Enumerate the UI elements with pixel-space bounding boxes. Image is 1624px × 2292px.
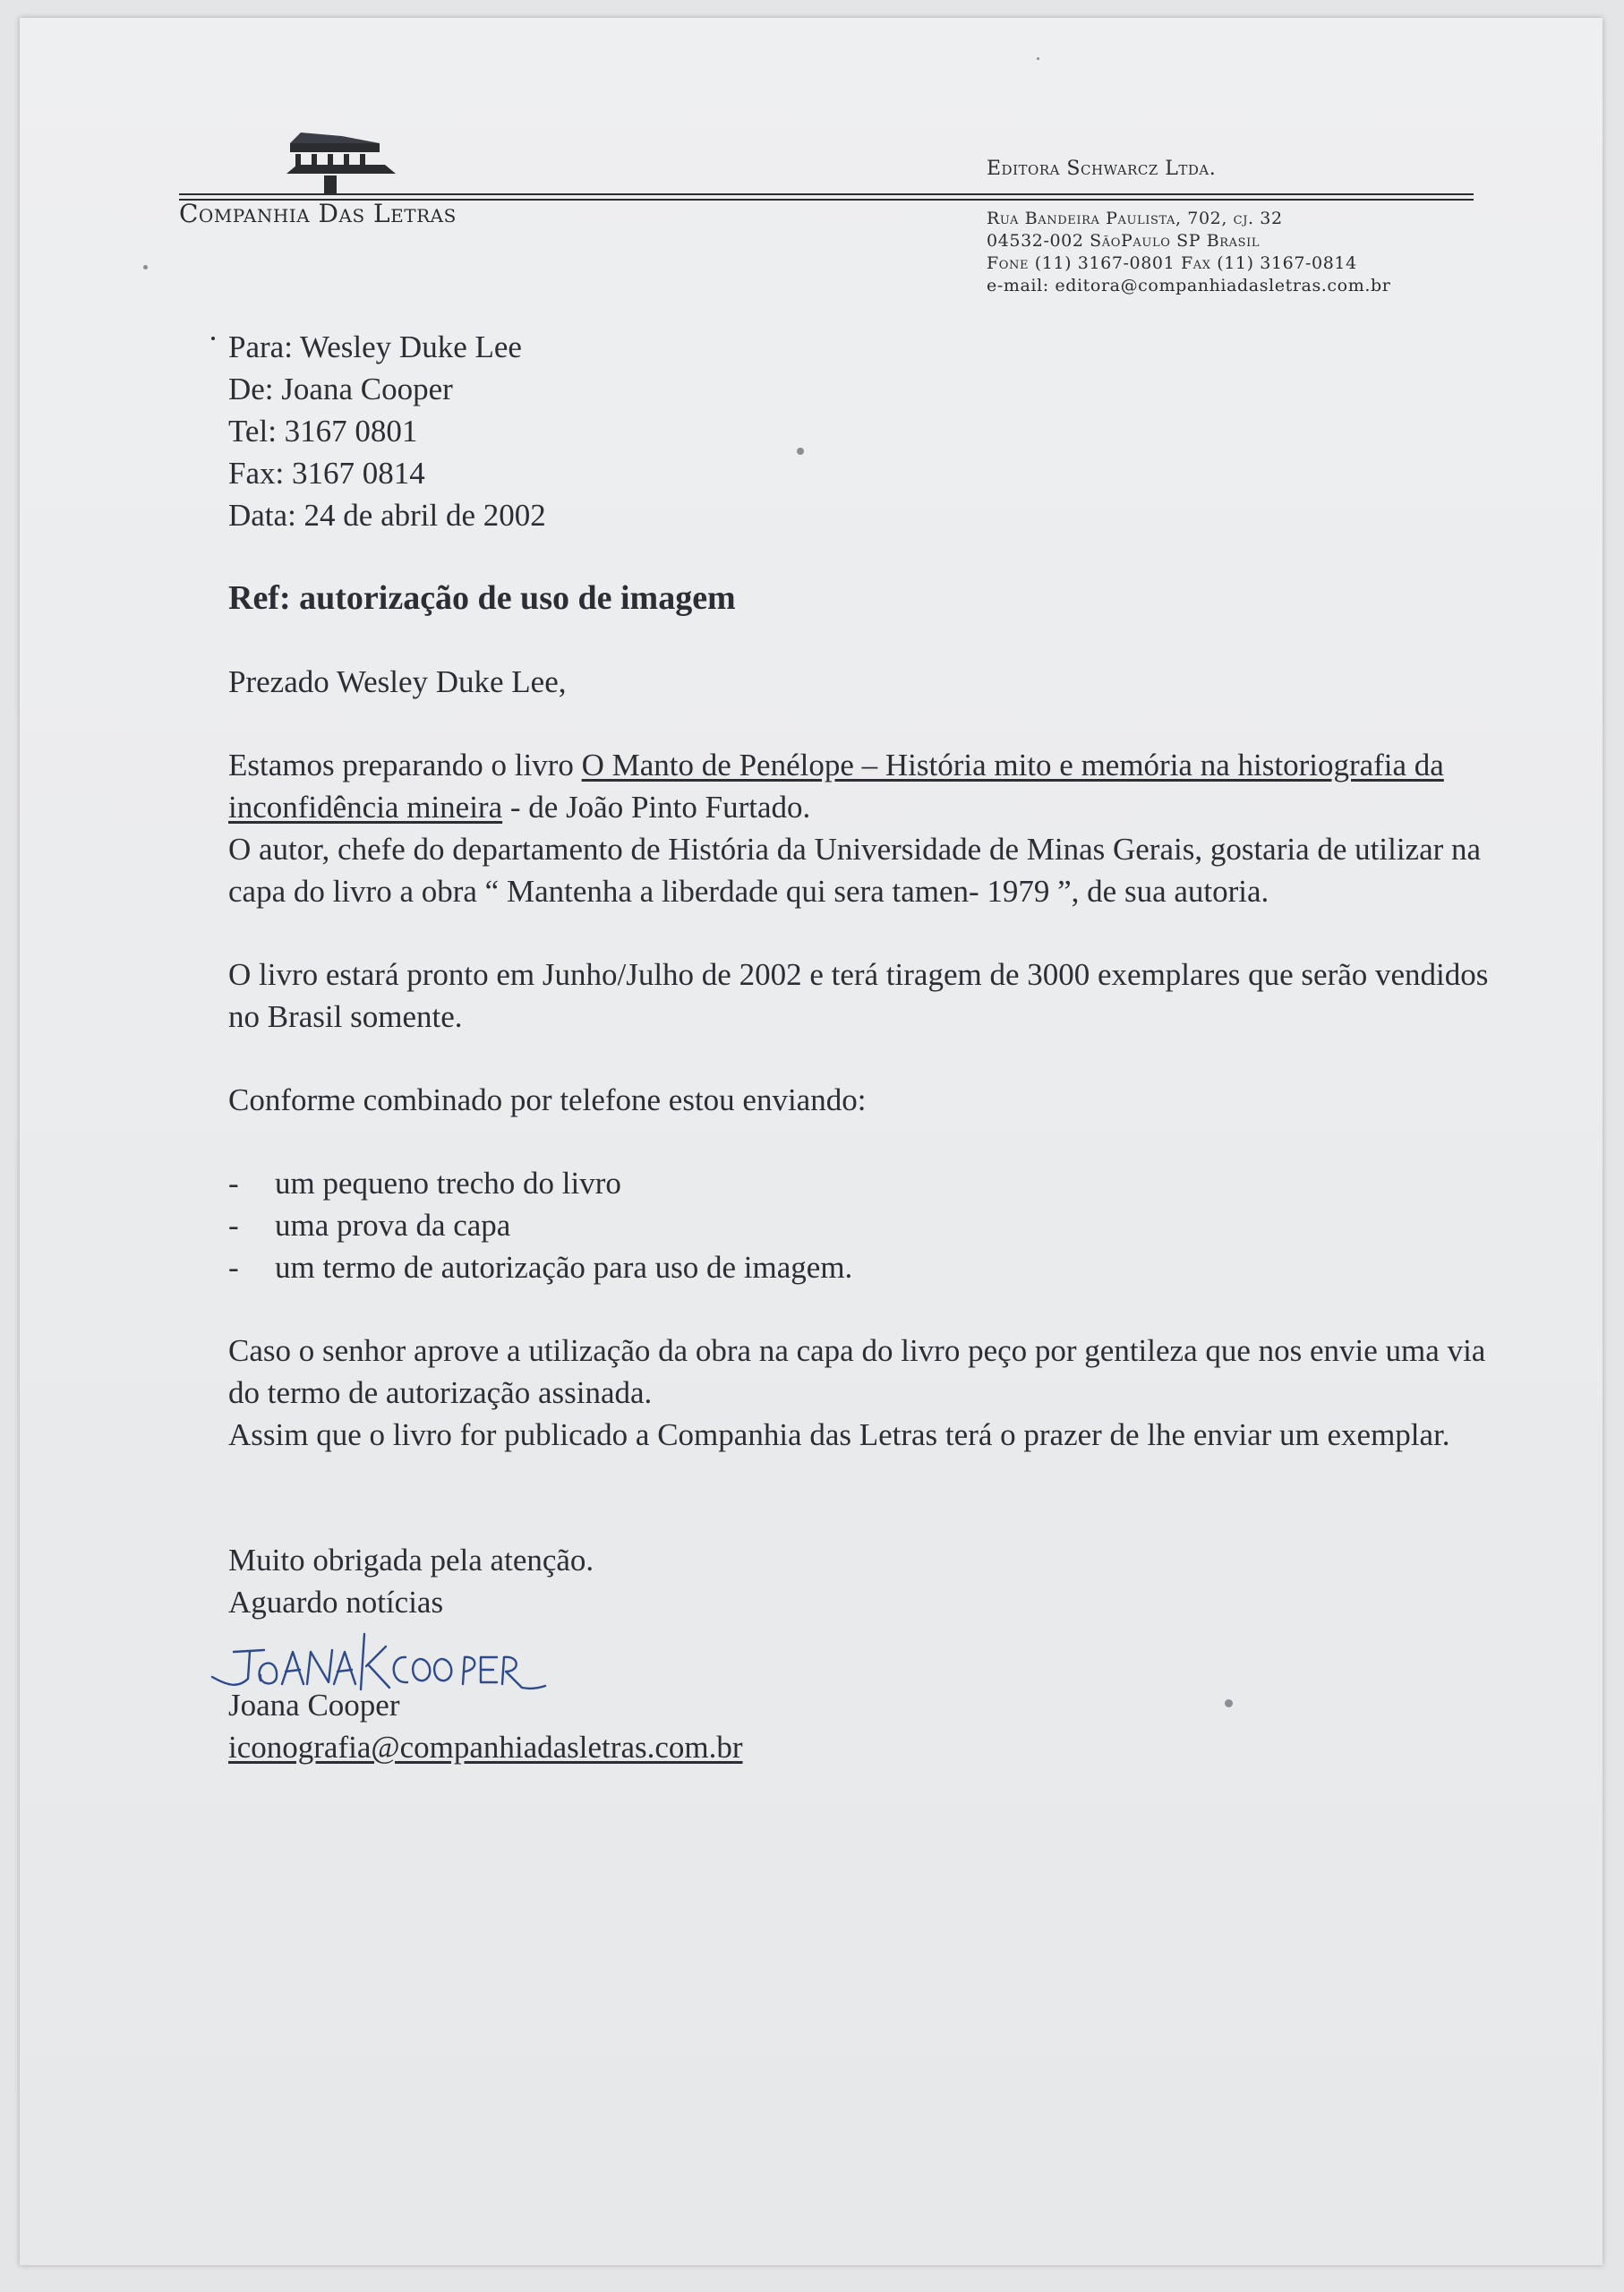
closing-thanks: Muito obrigada pela atenção. (228, 1543, 594, 1578)
address-phone-fax: Fone (11) 3167-0801 Fax (11) 3167-0814 (987, 253, 1357, 273)
paper-speck (1037, 57, 1039, 60)
meta-to: Para: Wesley Duke Lee (228, 329, 522, 364)
subject-line: Ref: autorização de uso de imagem (228, 579, 736, 617)
meta-tel: Tel: 3167 0801 (228, 414, 418, 449)
list-dash: - (228, 1208, 239, 1243)
meta-fax: Fax: 3167 0814 (228, 456, 425, 491)
list-item: - uma prova da capa (228, 1204, 1500, 1246)
book-title: O Manto de Penélope – História mito e memória na historiografia da inconfidência mineira (228, 748, 1444, 825)
signatory-name: Joana Cooper (228, 1688, 400, 1723)
paper-speck (143, 265, 148, 269)
list-item: - um pequeno trecho do livro (228, 1162, 1500, 1204)
list-item: - um termo de autorização para uso de imagem. (228, 1246, 1500, 1288)
paragraph-approval-request: Caso o senhor aprove a utilização da obra na capa do livro peço por gentileza que nos envie uma via do termo de autorização assinada. (228, 1333, 1486, 1410)
paragraph-book-intro (228, 744, 1500, 828)
letter-sheet (20, 18, 1603, 2265)
paragraph-complimentary-copy: Assim que o livro for publicado a Companhia das Letras terá o prazer de lhe enviar um exemplar. (228, 1417, 1450, 1452)
header-rule (179, 193, 1474, 201)
publisher-address (987, 208, 1390, 297)
address-city: 04532-002 SãoPaulo SP Brasil (987, 231, 1261, 251)
closing-awaiting: Aguardo notícias (228, 1585, 444, 1620)
book-author: - de João Pinto Furtado. (502, 790, 811, 825)
publisher-logo-icon (279, 124, 405, 204)
greeting: Prezado Wesley Duke Lee, (228, 664, 567, 699)
signatory-email-link[interactable]: iconografia@companhiadasletras.com.br (228, 1730, 743, 1765)
margin-dot (211, 337, 215, 340)
list-dash: - (228, 1250, 239, 1285)
address-street: Rua Bandeira Paulista, 702, cj. 32 (987, 209, 1283, 228)
address-email: e-mail: editora@companhiadasletras.com.br (987, 276, 1391, 295)
book-intro-text: Estamos preparando o livro (228, 748, 582, 783)
paragraph-print-run: O livro estará pronto em Junho/Julho de 2002 e terá tiragem de 3000 exemplares que serão vendidos no Brasil somente. (228, 957, 1489, 1034)
paragraph-enclosures-intro: Conforme combinado por telefone estou enviando: (228, 1082, 867, 1117)
paragraph-author-request: O autor, chefe do departamento de História da Universidade de Minas Gerais, gostaria de utilizar na capa do livro a obra “ Mantenha a liberdade qui sera tamen- 1979 ”, de sua autoria. (228, 832, 1482, 909)
letter-body (228, 326, 1500, 1768)
list-dash: - (228, 1166, 239, 1201)
meta-date: Data: 24 de abril de 2002 (228, 498, 546, 533)
brand-name: Companhia Das Letras (179, 199, 457, 228)
enclosures-list (228, 1162, 1500, 1288)
meta-from: De: Joana Cooper (228, 372, 453, 406)
publisher-name: Editora Schwarcz Ltda. (987, 158, 1217, 180)
